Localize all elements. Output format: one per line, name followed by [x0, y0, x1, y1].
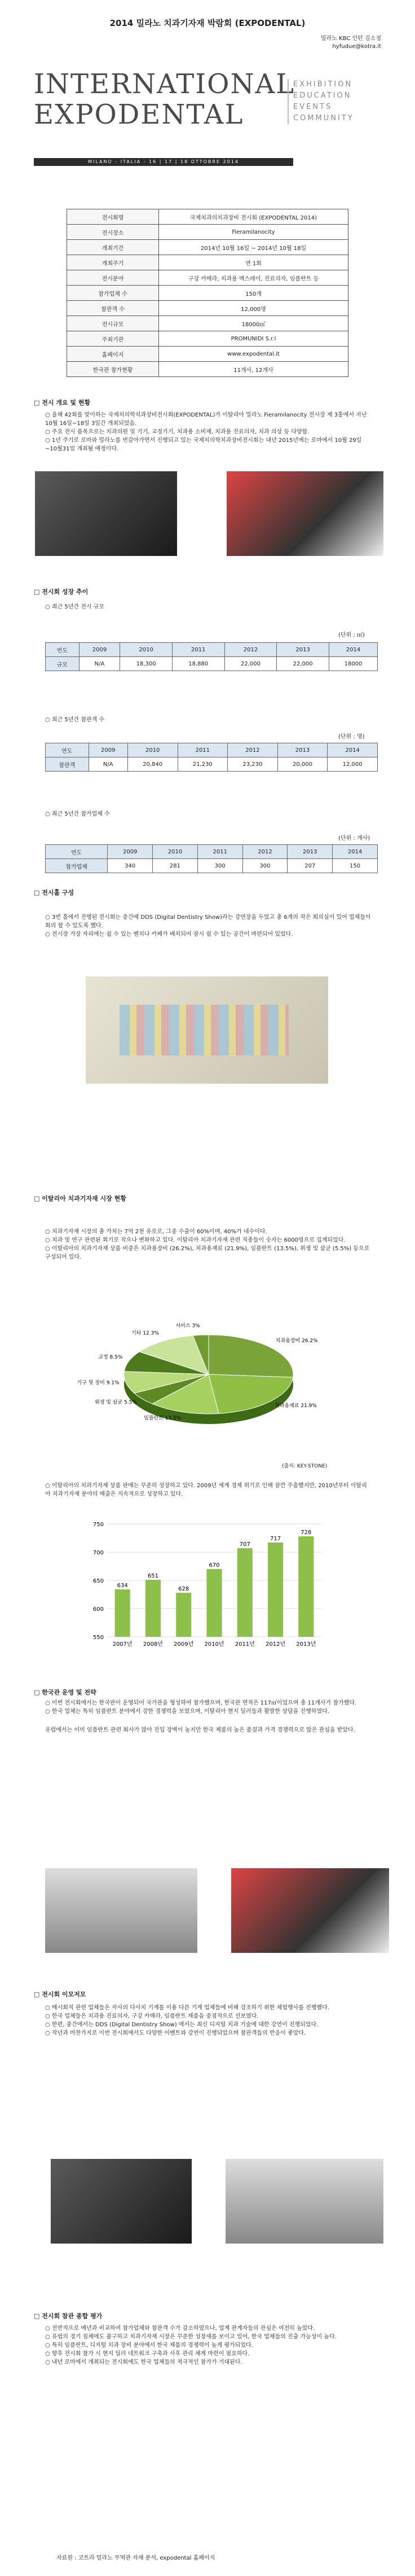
x-tick-label: 2010년 [204, 1641, 224, 1648]
bullet: ○ 3번 홀에서 진행된 전시회는 중간에 DDS (Digital Dentistry Show)라는 강연장을 두었고 총 6개의 작은 회의실이 있어 업체들이 회의 할 수 있도록 했다. [45, 914, 371, 929]
table-header-cell: 2012 [224, 643, 277, 657]
exhibition-size-table [45, 642, 378, 671]
table-cell: 참관객 [46, 757, 89, 772]
table-cell: 22,000 [277, 657, 329, 671]
bullet: ○ 향후 전시회 참가 시 현지 딜러 네트워크 구축과 사후 관리 체계 마련이 필요하다. [45, 2351, 250, 2357]
table-header-cell: 연도 [46, 643, 80, 657]
section-text [45, 1228, 372, 1261]
table-header-cell: 연도 [46, 845, 108, 859]
bullet: 유럽에서는 이미 임플란트 관련 회사가 많아 진입 장벽이 높지만 한국 제품의 높은 품질과 가격 경쟁력으로 많은 관심을 받았다. [45, 1727, 355, 1733]
table-cell: 150 [333, 859, 378, 873]
korea-pavilion-photo [231, 1868, 389, 1953]
info-key: 홈페이지 [67, 347, 159, 362]
info-value: 11개사, 12개사 [159, 362, 348, 377]
section-text [45, 411, 372, 453]
visitors-table [45, 743, 378, 772]
bar [268, 1543, 283, 1637]
data-label: 717 [270, 1536, 281, 1542]
x-tick-label: 2009년 [174, 1641, 194, 1648]
section-text [45, 1699, 372, 1734]
y-tick-label: 550 [92, 1635, 104, 1641]
author-name: 밀라노 KBC 인턴 김소정 [320, 36, 381, 42]
banner-side-item: EDUCATION [293, 91, 352, 100]
expodental-banner [34, 62, 381, 175]
table-cell: 12,000 [328, 757, 378, 772]
y-tick-label: 600 [92, 1606, 104, 1613]
section-heading: □ 전시회 성장 추이 [34, 588, 89, 595]
banner-side-item: COMMUNITY [293, 114, 354, 122]
pie-label: 교정 8.5% [98, 1354, 123, 1360]
data-label: 670 [209, 1562, 220, 1569]
bullet: ○ 메시회직 관련 업체들은 자사의 다사치 기계를 이용 다른 기계 업체들에 비해 강조하기 위한 체험행사를 진행했다. [45, 2005, 329, 2011]
bar [115, 1589, 130, 1637]
data-label: 728 [301, 1530, 312, 1536]
table-header-cell: 2010 [153, 845, 198, 859]
table-cell: 300 [242, 859, 288, 873]
info-row [67, 331, 348, 347]
y-tick-label: 750 [92, 1522, 104, 1528]
info-value: 연 1회 [159, 255, 348, 270]
table-cell: 20,000 [277, 757, 328, 772]
info-key: 참가업체 수 [67, 286, 159, 301]
info-key: 전시규모 [67, 316, 159, 331]
bullet: ○ 올해 42회를 맞이하는 국제치의학치과장비전시회(EXPODENTAL)가 이탈리아 밀라노 Fieramilanocity 전시장 제 3홀에서 지난 10월 16일~18일 3일간 개최되었음. [45, 412, 367, 427]
table-row [46, 657, 378, 671]
author-email: hyfudue@kotra.it [332, 43, 381, 50]
data-label: 634 [117, 1583, 128, 1589]
market-share-pie-chart [77, 1298, 333, 1451]
table-title: ○ 최근 5년간 참관객 수 [45, 717, 105, 723]
info-value: 18000㎡ [159, 316, 348, 331]
pie-label: 기구 및 장비 9.1% [77, 1380, 120, 1386]
table-header-cell: 2010 [120, 643, 173, 657]
bullet: ○ 전시장 가장 자리에는 쉴 수 있는 벤치나 카페가 배치되어 잠시 쉴 수 있는 공간이 마련되어 있었다. [45, 931, 293, 937]
info-value: 구강 카메라, 치과용 엑스레이, 진료의자, 임플란트 등 [159, 270, 348, 286]
source-footer: 자료원 : 코트라 밀라노 무역관 자체 분석, expodental 홈페이지 [56, 2555, 215, 2561]
bar [237, 1548, 253, 1637]
info-value: Fieramilanocity [159, 225, 348, 240]
author-info [321, 35, 381, 51]
table-header-cell: 2013 [277, 643, 329, 657]
bullet: ○ 이탈리아의 치과기자재 상품 비중은 치과용장비 (26.2%), 치과용재료 (21.9%), 임플란트 (13.5%), 위생 및 살균 (5.5%) 등으로 구성되어 있다. [45, 1246, 370, 1260]
table-title: ○ 최근 5년간 전시 규모 [45, 604, 105, 610]
x-tick-label: 2012년 [266, 1641, 286, 1648]
section-heading: □ 전시 개요 및 현황 [34, 399, 91, 406]
info-value: 2014년 10월 16일 ~ 2014년 10월 18일 [159, 240, 348, 255]
info-value: 150개 [159, 286, 348, 301]
table-row [46, 757, 378, 772]
info-key: 주최기관 [67, 331, 159, 347]
section-heading: □ 전시회 참관 종합 평가 [34, 2312, 103, 2320]
bar [176, 1593, 191, 1637]
info-value: 국제치과의치과장비 전시회 (EXPODENTAL 2014) [159, 209, 348, 225]
banner-date-bar: MILANO - ITALIA - 16 | 17 | 18 OTTOBRE 2014 [34, 158, 293, 166]
banner-side-words [288, 79, 354, 124]
table-cell: N/A [89, 757, 127, 772]
y-tick-label: 700 [92, 1550, 104, 1556]
section-heading: □ 한국관 운영 및 전략 [34, 1689, 96, 1696]
table-header-cell: 2009 [108, 845, 153, 859]
event-photo [51, 2159, 192, 2244]
info-row [67, 270, 348, 286]
info-value: PROMUNIDI S.r.l [159, 331, 348, 347]
sales-bar-chart [79, 1518, 333, 1665]
banner-logo [34, 69, 295, 130]
hall-map-photo [86, 976, 328, 1084]
bullet: ○ 주요 전시 품목으로는 치과의원 및 기기, 교정기기, 치과용 소비재, 치과용 진료의자, 치과 의상 등 다양함. [45, 429, 310, 435]
info-row [67, 362, 348, 377]
x-tick-label: 2008년 [143, 1641, 163, 1648]
table-header-cell: 연도 [46, 743, 89, 757]
exhibition-info-table [67, 209, 348, 377]
table-header-cell: 2012 [228, 743, 278, 757]
section-text [45, 2004, 372, 2038]
pie-label: 서비스 3% [175, 1323, 200, 1329]
table-cell: 18,300 [120, 657, 173, 671]
info-row [67, 316, 348, 331]
x-tick-label: 2007년 [112, 1641, 133, 1648]
info-row [67, 347, 348, 362]
exhibitors-table [45, 844, 378, 873]
table-title: ○ 최근 5년간 참가업체 수 [45, 811, 110, 817]
table-header-cell: 2012 [242, 845, 288, 859]
table-header-cell: 2009 [89, 743, 127, 757]
korea-pavilion-photo [45, 1868, 197, 1953]
table-cell: 22,000 [224, 657, 277, 671]
event-photo [226, 2159, 383, 2244]
table-unit: (단위 : ㎡) [338, 632, 365, 638]
table-unit: (단위 : 명) [338, 734, 365, 740]
table-cell: 23,230 [228, 757, 278, 772]
bar [298, 1536, 314, 1637]
table-header-cell: 2011 [178, 743, 228, 757]
banner-line1: INTERNATIONAL [34, 68, 295, 100]
table-row [46, 859, 378, 873]
info-row [67, 301, 348, 316]
table-header-cell: 2009 [79, 643, 120, 657]
table-cell: 300 [197, 859, 242, 873]
bullet: ○ 특히 임플란트, 디지털 치과 장비 분야에서 한국 제품의 경쟁력이 높게 평가되었다. [45, 2342, 253, 2349]
banner-line2: EXPODENTAL [34, 99, 244, 130]
banner-side-item: EVENTS [293, 103, 333, 111]
data-label: 707 [239, 1541, 250, 1548]
bar [145, 1580, 161, 1637]
table-cell: 규모 [46, 657, 80, 671]
info-key: 한국관 참가현황 [67, 362, 159, 377]
info-key: 개최기간 [67, 240, 159, 255]
table-header-cell: 2014 [329, 643, 378, 657]
section-heading: □ 이탈리아 치과기자재 시장 현황 [34, 1195, 126, 1202]
table-header-cell: 2011 [197, 845, 242, 859]
table-unit: (단위 : 개사) [338, 835, 370, 842]
data-label: 651 [147, 1573, 158, 1579]
bullet: ○ 이번 전시회에서는 한국관이 운영되어 국가관을 형성하여 참가했으며, 한국관 면적은 117㎡이었으며 총 11개사가 참가했다. [45, 1700, 357, 1706]
bullet: ○ 작년과 마찬가지로 이번 전시회에서도 다양한 이벤트와 강연이 진행되었으며 참관객들의 반응이 좋았다. [45, 2030, 306, 2036]
section-heading: □ 전시홀 구성 [34, 889, 74, 896]
table-row [46, 743, 378, 757]
table-cell: 참가업체 [46, 859, 108, 873]
bullet: ○ 한국 업체들은 치과용 진료의자, 구강 카메라, 임플란트 제품을 중점적으로 선보였다. [45, 2013, 259, 2019]
table-cell: 18,880 [172, 657, 224, 671]
pie-label: 기타 12.3% [131, 1330, 159, 1337]
exhibition-photo [227, 471, 383, 556]
x-tick-label: 2013년 [296, 1641, 316, 1648]
table-row [46, 643, 378, 657]
table-header-cell: 2013 [277, 743, 328, 757]
info-row [67, 225, 348, 240]
table-cell: N/A [79, 657, 120, 671]
info-key: 참관객 수 [67, 301, 159, 316]
bullet: ○ 내년 로마에서 개최되는 전시회에도 한국 업체들의 적극적인 참가가 기대된다. [45, 2359, 242, 2365]
bullet: ○ 유럽의 경기 침체에도 불구하고 치과기자재 시장은 꾸준한 성장세를 보이고 있어, 한국 업체들의 진출 가능성이 높다. [45, 2334, 337, 2340]
info-key: 개최주기 [67, 255, 159, 270]
info-row [67, 209, 348, 225]
pie-label: 임플란트 13.5% [144, 1416, 182, 1422]
table-header-cell: 2013 [288, 845, 333, 859]
bullet: ○ 치과기자재 시장의 총 가치는 7억 2천 유로로, 그중 수출이 60%이며, 40%가 내수이다. [45, 1229, 267, 1235]
table-cell: 20,840 [127, 757, 178, 772]
bullet: ○ 1년 주기로 로마와 밀라노를 번갈아가면서 진행되고 있는 국제치의학치과장비전시회는 내년 2015년에는 로마에서 10월 29일~10월31일 개최될 예정이다. [45, 437, 362, 452]
x-tick-label: 2011년 [235, 1641, 255, 1648]
info-row [67, 240, 348, 255]
bullet: ○ 한국 업체는 특히 임플란트 분야에서 강한 경쟁력을 보였으며, 이탈리아 현지 딜러들과 활발한 상담을 진행하였다. [45, 1708, 329, 1715]
bullet: ○ 이탈리아의 치과기자재 상품 판매는 꾸준히 성장하고 있다. 2009년 세계 경제 위기로 인해 잠깐 주춤했지만, 2010년부터 이탈리아 치과기자재 분야의 매출은 지속적으로 성장하고 있다. [45, 1483, 367, 1497]
table-cell: 281 [153, 859, 198, 873]
info-row [67, 286, 348, 301]
bullet: ○ 치과 및 연구 관련된 회기로 작으나 변화하고 있다. 이탈리아 치과기자재 관련 직종들이 숫자는 6000명으로 집계되었다. [45, 1237, 346, 1243]
table-header-cell: 2011 [172, 643, 224, 657]
info-key: 전시회명 [67, 209, 159, 225]
table-row [46, 845, 378, 859]
section-heading: □ 전시회 이모저모 [34, 1991, 86, 1998]
table-cell: 18000 [329, 657, 378, 671]
table-cell: 21,230 [178, 757, 228, 772]
bullet: ○ 한편, 중간에서는 DDS (Digital Dentistry Show) 에서는 최신 디지털 치과 기술에 대한 강연이 진행되었다. [45, 2022, 319, 2028]
info-value: 12,000명 [159, 301, 348, 316]
bullet: ○ 전반적으로 예년과 비교하여 참가업체와 참관객 수가 감소하였으나, 업계 관계자들의 관심은 여전히 높았다. [45, 2325, 315, 2332]
chart-source: (출처: KEY-STONE) [282, 1464, 328, 1469]
table-header-cell: 2010 [127, 743, 178, 757]
pie-label: 위생 및 살균 5.5% [95, 1400, 137, 1406]
page-title: 2014 밀라노 치과기자재 박람회 (EXPODENTAL) [109, 18, 306, 28]
section-text [45, 913, 372, 939]
pie-label: 치과용장비 26.2% [275, 1338, 318, 1344]
info-value: www.expodental.it [159, 347, 348, 362]
table-header-cell: 2014 [333, 845, 378, 859]
table-cell: 207 [288, 859, 333, 873]
bar [206, 1569, 222, 1637]
section-text [45, 2324, 372, 2367]
banner-side-item: EXHIBITION [293, 80, 353, 89]
pie-label: 치과용재료 21.9% [275, 1403, 317, 1409]
data-label: 628 [178, 1586, 189, 1592]
y-tick-label: 650 [92, 1578, 104, 1584]
info-key: 전시장소 [67, 225, 159, 240]
exhibition-photo [35, 471, 177, 556]
table-header-cell: 2014 [328, 743, 378, 757]
info-row [67, 255, 348, 270]
table-cell: 340 [108, 859, 153, 873]
info-key: 전시분야 [67, 270, 159, 286]
